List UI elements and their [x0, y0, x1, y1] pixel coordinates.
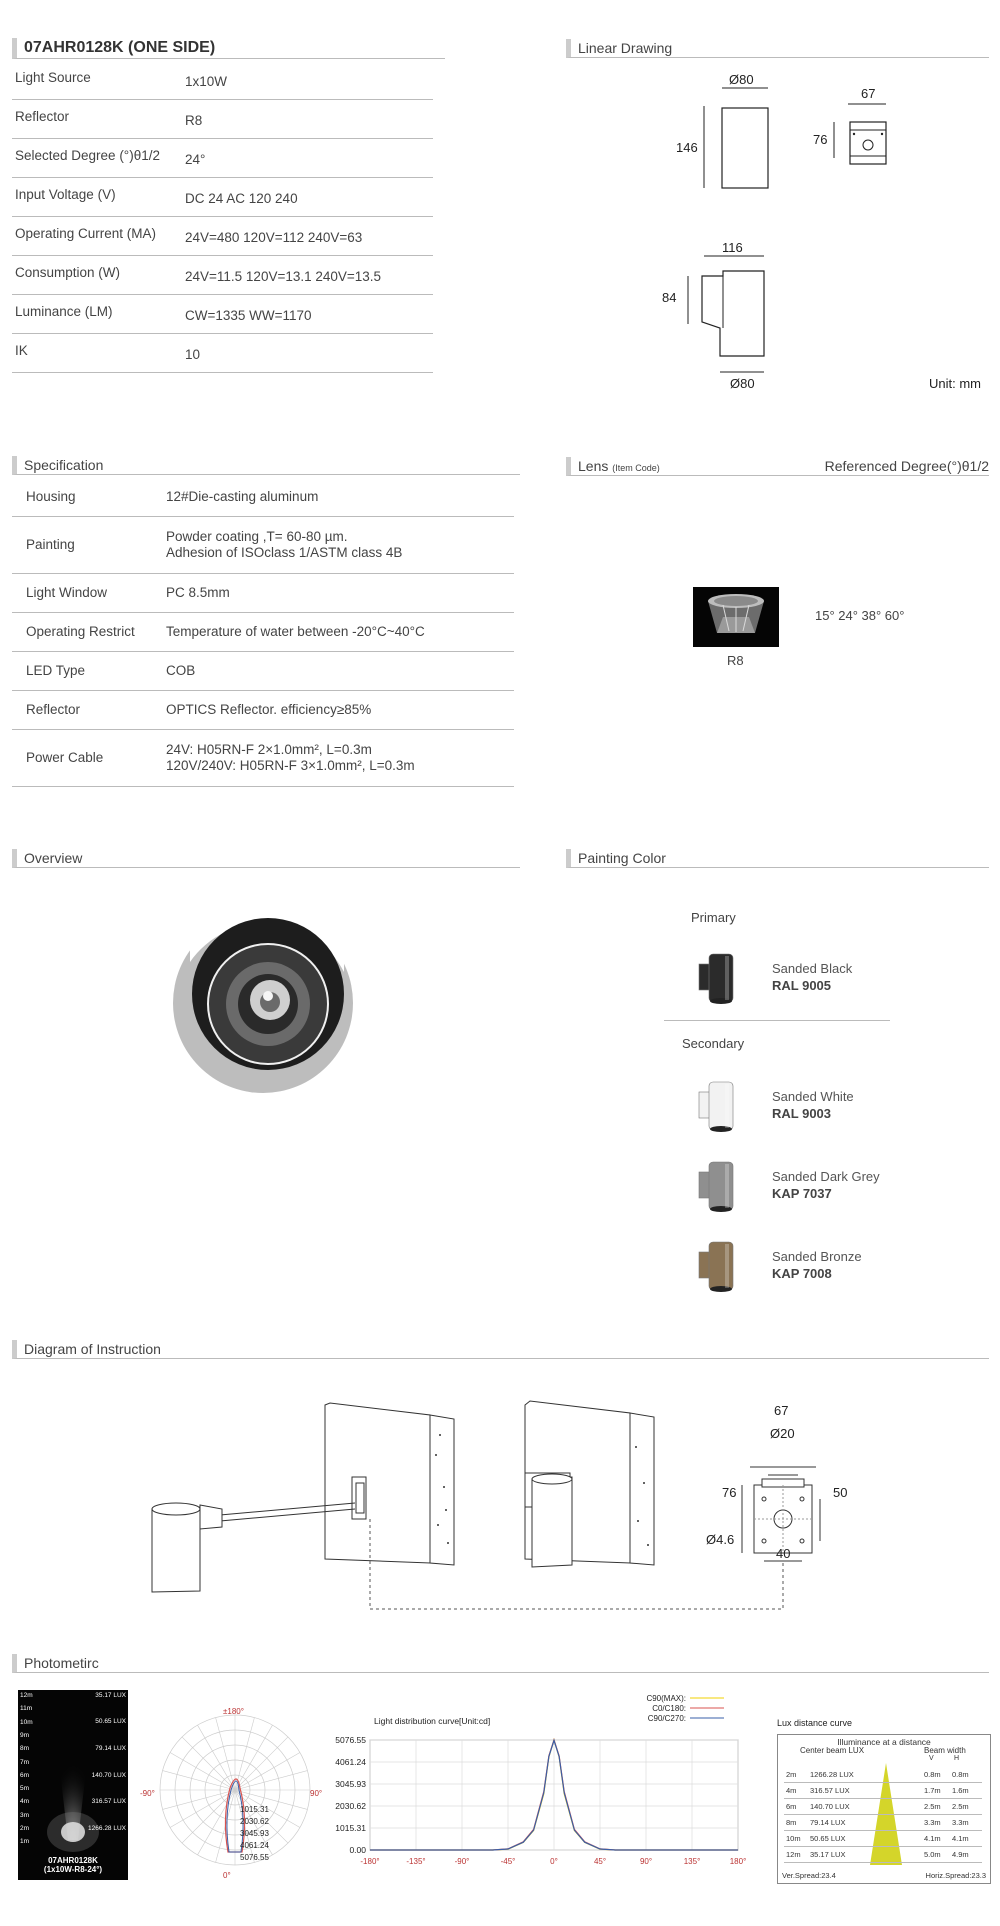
ldc-y-tick: 1015.31 [335, 1823, 366, 1833]
dim-width-116: 116 [722, 240, 743, 255]
fixture-color-image [697, 1238, 737, 1294]
polar-spoke [182, 1737, 235, 1790]
color-name: Sanded White [772, 1089, 854, 1104]
spec-row-key: Reflector [26, 701, 81, 717]
polar-diagram [140, 1700, 330, 1880]
lux-table-header: Illuminance at a distance [837, 1737, 931, 1747]
polar-ring-label: 4061.24 [240, 1841, 269, 1850]
beam-distance: 2m [20, 1825, 30, 1832]
instr-dim-50: 50 [833, 1485, 848, 1500]
photometric-title: Photometirc [12, 1654, 989, 1673]
fixture-color-image [697, 1158, 737, 1214]
lux-row-distance: 8m [786, 1818, 797, 1827]
lux-row-h: 2.5m [952, 1802, 969, 1811]
ldc-grid [370, 1740, 738, 1850]
polar-grid [160, 1715, 310, 1865]
unit-label: Unit: mm [929, 376, 981, 391]
lux-row-h: 3.3m [952, 1818, 969, 1827]
beam-caption-spec: (1x10W-R8-24°) [43, 1865, 103, 1874]
product-row [12, 255, 433, 295]
dim-diameter-bottom: Ø80 [730, 376, 755, 391]
color-swatch-label [772, 1248, 862, 1282]
product-row-value: 10 [185, 347, 201, 362]
lux-row [784, 1847, 982, 1863]
instr-dim-76: 76 [722, 1485, 737, 1500]
spec-row-key: Painting [26, 536, 75, 552]
product-row [12, 60, 433, 100]
spec-row-value: Adhesion of ISOclass 1/ASTM class 4B [166, 544, 403, 560]
lux-row [784, 1767, 982, 1783]
product-row-value: CW=1335 WW=1170 [185, 308, 312, 323]
light-distribution-chart [335, 1690, 760, 1885]
product-row-value: 1x10W [185, 74, 228, 89]
product-title: 07AHR0128K (ONE SIDE) [12, 38, 445, 59]
lux-table [777, 1734, 991, 1884]
color-name: Sanded Black [772, 961, 853, 976]
spec-row-key: Housing [26, 488, 76, 504]
beam-lux: 316.57 LUX [91, 1798, 126, 1805]
product-row-key: Operating Current (MA) [15, 226, 157, 241]
polar-spoke [163, 1790, 235, 1809]
ldc-x-tick: 180° [729, 1857, 747, 1866]
color-code: KAP 7037 [772, 1186, 832, 1201]
lens-referenced-degree-title: Referenced Degree(°)θ1/2 [824, 458, 989, 474]
ldc-y-tick: 5076.55 [335, 1735, 366, 1745]
painting-color-title: Painting Color [566, 849, 989, 868]
beam-distance: 5m [20, 1785, 30, 1793]
lux-col-center: Center beam LUX [800, 1746, 865, 1755]
color-code: RAL 9005 [772, 978, 832, 993]
instruction-title: Diagram of Instruction [12, 1340, 989, 1359]
polar-spoke [235, 1718, 254, 1790]
lux-row-distance: 10m [786, 1834, 801, 1843]
beam-image [18, 1690, 128, 1880]
spec-row [12, 651, 514, 691]
product-row-value: 24V=480 120V=112 240V=63 [185, 230, 363, 245]
product-row-key: Selected Degree (°)θ1/2 [15, 148, 160, 163]
lux-row-lux: 50.65 LUX [810, 1834, 846, 1843]
product-row-value: R8 [185, 113, 203, 128]
polar-label-bottom: 0° [223, 1871, 231, 1880]
beam-distance: 11m [20, 1705, 33, 1713]
polar-spoke [198, 1725, 236, 1790]
polar-ring-label: 3045.93 [240, 1829, 269, 1838]
beam-caption-code: 07AHR0128K [48, 1856, 98, 1865]
color-swatch-label [772, 960, 852, 994]
ldc-legend-label: C90(MAX): [646, 1694, 686, 1703]
spec-row-value: PC 8.5mm [166, 584, 230, 600]
lux-table-title: Lux distance curve [777, 1718, 853, 1728]
polar-spoke [235, 1753, 300, 1791]
fixture-color-image [697, 1078, 737, 1134]
dim-height-146: 146 [676, 140, 698, 155]
lens-title-main: Lens [578, 458, 609, 474]
lux-ver-spread: Ver.Spread:23.4 [782, 1871, 836, 1880]
spec-row-value: 24V: H05RN-F 2×1.0mm², L=0.3m [166, 741, 372, 757]
overview-title: Overview [12, 849, 520, 868]
dim-height-76: 76 [813, 132, 828, 147]
lux-row-h: 4.9m [952, 1850, 969, 1859]
spec-row [12, 690, 514, 730]
beam-distance: 10m [20, 1718, 33, 1726]
ldc-legend [646, 1694, 724, 1723]
lux-row-distance: 12m [786, 1850, 801, 1859]
dim-diameter-top: Ø80 [729, 72, 754, 87]
lux-row [784, 1815, 982, 1831]
ldc-y-tick: 0.00 [349, 1845, 366, 1855]
spec-row-value: Temperature of water between -20°C~40°C [166, 623, 425, 639]
ldc-x-tick: -135° [406, 1857, 426, 1866]
color-swatch-label [772, 1088, 854, 1122]
lux-row-lux: 35.17 LUX [810, 1850, 846, 1859]
lux-row-distance: 4m [786, 1786, 797, 1795]
lens-title-small: (Item Code) [612, 463, 660, 473]
lux-col-h: H [954, 1755, 960, 1762]
fixture-color-image [697, 950, 737, 1006]
ldc-y-tick: 4061.24 [335, 1757, 366, 1767]
lux-row-h: 4.1m [952, 1834, 969, 1843]
linear-drawing-diagram [640, 70, 1000, 400]
lux-row [784, 1783, 982, 1799]
spec-row [12, 573, 514, 613]
product-row [12, 216, 433, 256]
product-row [12, 99, 433, 139]
beam-lux: 50.65 LUX [95, 1718, 126, 1725]
spec-row-value: Powder coating ,T= 60-80 µm. [166, 528, 348, 544]
overview-product-image [172, 912, 354, 1094]
ldc-y-tick: 2030.62 [335, 1801, 366, 1811]
lux-row-lux: 79.14 LUX [810, 1818, 846, 1827]
product-row [12, 138, 433, 178]
linear-drawing-title: Linear Drawing [566, 39, 989, 58]
product-row-value: DC 24 AC 120 240 [185, 191, 298, 206]
ldc-y-tick: 3045.93 [335, 1779, 366, 1789]
polar-spoke [235, 1737, 288, 1790]
product-row-value: 24V=11.5 120V=13.1 240V=13.5 [185, 269, 382, 284]
lux-row-h: 0.8m [952, 1770, 969, 1779]
product-row-value: 24° [185, 152, 206, 167]
polar-spoke [163, 1771, 235, 1790]
product-row-key: IK [15, 343, 28, 358]
beam-caption [18, 1856, 128, 1874]
product-row-key: Consumption (W) [15, 265, 121, 280]
polar-spoke [170, 1753, 235, 1791]
product-row [12, 177, 433, 217]
beam-lux: 35.17 LUX [95, 1692, 126, 1699]
ldc-legend-label: C0/C180: [652, 1704, 686, 1713]
polar-spoke [235, 1771, 307, 1790]
instr-dim-67: 67 [774, 1403, 789, 1418]
lux-row-v: 3.3m [924, 1818, 941, 1827]
beam-distance: 9m [20, 1731, 30, 1739]
ldc-title: Light distribution curve[Unit:cd] [374, 1716, 491, 1726]
beam-distance: 4m [20, 1798, 30, 1806]
beam-distance: 7m [20, 1758, 30, 1766]
lux-row-v: 0.8m [924, 1770, 941, 1779]
instr-dim-d46: Ø4.6 [706, 1532, 735, 1547]
ldc-x-tick: 90° [639, 1857, 653, 1866]
ldc-x-tick: -45° [500, 1857, 516, 1866]
lux-row-v: 1.7m [924, 1786, 941, 1795]
polar-label-right: 90° [310, 1789, 323, 1798]
lux-row-distance: 6m [786, 1802, 797, 1811]
spec-row-key: Operating Restrict [26, 623, 135, 639]
lens-title [566, 457, 989, 476]
instruction-diagram [140, 1395, 860, 1620]
instr-dim-40: 40 [776, 1546, 791, 1561]
beam-lux: 140.70 LUX [91, 1772, 126, 1779]
beam-distance: 6m [20, 1771, 30, 1779]
polar-ring-labels [240, 1805, 269, 1862]
spec-row-key: Power Cable [26, 749, 104, 765]
polar-label-top: ±180° [223, 1707, 244, 1716]
instr-dim-d20: Ø20 [770, 1426, 795, 1441]
ldc-x-tick: 45° [593, 1857, 607, 1866]
lux-row [784, 1799, 982, 1815]
spec-row-key: LED Type [26, 662, 86, 678]
color-divider [664, 1020, 890, 1021]
product-row-key: Reflector [15, 109, 70, 124]
product-row-key: Input Voltage (V) [15, 187, 116, 202]
beam-distance: 1m [20, 1838, 30, 1846]
polar-ring-label: 2030.62 [240, 1817, 269, 1826]
specification-title: Specification [12, 456, 520, 475]
polar-label-left: -90° [140, 1789, 155, 1798]
primary-color-label: Primary [691, 910, 736, 925]
spec-row [12, 612, 514, 652]
lux-row-lux: 140.70 LUX [810, 1802, 850, 1811]
color-swatch-label [772, 1168, 880, 1202]
dim-width-67: 67 [861, 86, 876, 101]
lens-r8-image [693, 587, 779, 647]
lux-row-lux: 1266.28 LUX [810, 1770, 854, 1779]
product-row-key: Light Source [15, 70, 91, 85]
lux-row [784, 1831, 982, 1847]
lux-col-beam: Beam width [924, 1746, 966, 1755]
beam-lux: 1266.28 LUX [88, 1825, 126, 1832]
lux-row-v: 4.1m [924, 1834, 941, 1843]
product-row-key: Luminance (LM) [15, 304, 113, 319]
spec-row-value: 12#Die-casting aluminum [166, 488, 319, 504]
beam-lux: 79.14 LUX [95, 1745, 126, 1752]
lens-item-code: R8 [727, 653, 744, 668]
dim-height-84: 84 [662, 290, 677, 305]
color-name: Sanded Bronze [772, 1249, 862, 1264]
product-row [12, 333, 433, 373]
color-code: RAL 9003 [772, 1106, 832, 1121]
spec-row [12, 477, 514, 517]
polar-spoke [235, 1725, 273, 1790]
product-row [12, 294, 433, 334]
lux-col-v: V [929, 1755, 934, 1762]
spec-row [12, 729, 514, 787]
polar-spoke [216, 1718, 235, 1790]
beam-distance: 3m [20, 1811, 30, 1819]
beam-distance: 12m [20, 1692, 33, 1699]
ldc-legend-label: C90/C270: [647, 1714, 686, 1723]
spec-row-key: Light Window [26, 584, 108, 600]
lux-row-h: 1.6m [952, 1786, 969, 1795]
ldc-x-tick: -180° [360, 1857, 380, 1866]
color-name: Sanded Dark Grey [772, 1169, 880, 1184]
lux-row-lux: 316.57 LUX [810, 1786, 850, 1795]
lens-degrees: 15° 24° 38° 60° [815, 608, 905, 623]
lux-hor-spread: Horiz.Spread:23.3 [925, 1871, 986, 1880]
spec-row-value: OPTICS Reflector. efficiency≥85% [166, 701, 372, 717]
spec-row-value: 120V/240V: H05RN-F 3×1.0mm², L=0.3m [166, 757, 415, 773]
ldc-x-tick: 0° [550, 1857, 558, 1866]
lux-row-v: 2.5m [924, 1802, 941, 1811]
ldc-x-tick: 135° [683, 1857, 701, 1866]
lux-row-distance: 2m [786, 1770, 797, 1779]
lux-row-v: 5.0m [924, 1850, 941, 1859]
spec-row-value: COB [166, 662, 196, 678]
polar-ring-label: 5076.55 [240, 1853, 269, 1862]
secondary-color-label: Secondary [682, 1036, 745, 1051]
spec-row [12, 516, 514, 574]
beam-distance: 8m [20, 1745, 30, 1753]
color-code: KAP 7008 [772, 1266, 832, 1281]
ldc-x-tick: -90° [454, 1857, 470, 1866]
polar-ring-label: 1015.31 [240, 1805, 269, 1814]
